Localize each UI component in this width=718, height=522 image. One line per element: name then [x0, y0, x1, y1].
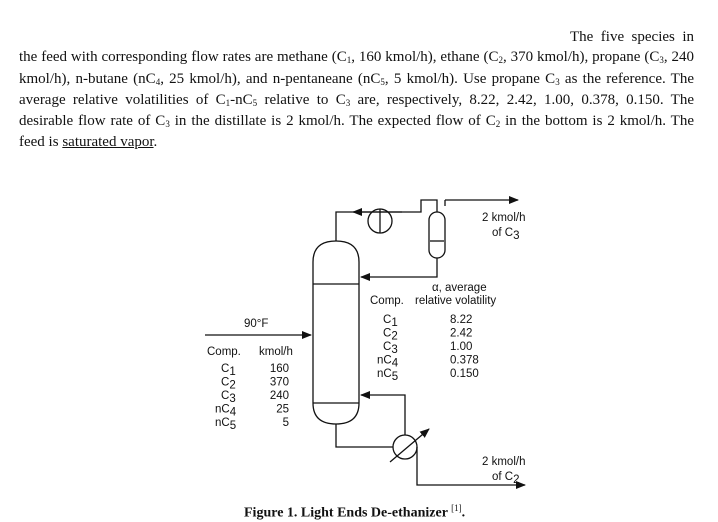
volatility-component-label: C3	[383, 341, 398, 356]
boilup-line	[361, 395, 405, 435]
volatility-component-label: C2	[383, 327, 398, 343]
feed-component-label: C2	[221, 376, 236, 392]
volatility-value: 2.42	[450, 327, 473, 340]
bottoms-line	[336, 424, 393, 447]
reflux-line	[361, 265, 437, 277]
volatility-component-label: C1	[383, 314, 398, 329]
feed-component-label: C1	[221, 363, 236, 378]
volatility-header-comp: Comp.	[370, 295, 404, 307]
reboiler-heating-arrow	[390, 429, 429, 462]
feed-temperature: 90°F	[244, 318, 269, 330]
bottoms-product-line	[417, 447, 461, 485]
overhead-vapor-line	[336, 200, 437, 241]
volatility-component-label: nC5	[377, 368, 399, 383]
bottom-product-rate: 2 kmol/h	[482, 456, 526, 468]
reboiler	[393, 435, 417, 459]
volatility-component-label: nC4	[377, 354, 399, 370]
volatility-header-value: relative volatility	[415, 295, 497, 307]
feed-component-flow: 370	[269, 376, 289, 389]
feed-component-label: nC5	[215, 417, 237, 432]
volatility-value: 8.22	[450, 314, 473, 326]
feed-component-flow: 5	[282, 417, 289, 429]
bottom-product-species: of C2	[492, 471, 520, 486]
alpha-header: α, average	[432, 282, 487, 294]
volatility-value: 0.378	[450, 354, 479, 367]
top-product-species: of C3	[492, 227, 520, 242]
feed-component-table	[215, 363, 289, 432]
feed-header-flow: kmol/h	[259, 346, 293, 358]
feed-header-comp: Comp.	[207, 346, 241, 358]
volatility-value: 1.00	[450, 341, 473, 353]
underlined-term: saturated vapor	[62, 134, 154, 151]
volatility-table	[377, 314, 479, 383]
problem-paragraph: The five species in the feed with corresponding flow rates are methane ($C_1$, 160 kmol/h), ethane ($C_2$, 370 kmol/h), propane ($C_3$, 240 kmol/h), n-butane ($nC_4$, 25 kmol/h), and n-pentaneane ($nC_5$, 5 kmol/h). Use propane $C_3$ as the reference. The average relative volatilities of $C_1-nC_5$ relative to $C_3$ are, respectively, 8.22, 2.42, 1.00, 0.378, 0.150. The desirable flow rate of $C_3$ in the distillate is 2 kmol/h. The expected flow of $C_2$ in the bottom is 2 kmol/h. The feed is saturated vapor.	[19, 29, 695, 151]
feed-component-label: nC4	[215, 403, 237, 419]
volatility-value: 0.150	[450, 368, 479, 380]
top-product-rate: 2 kmol/h	[482, 212, 526, 224]
feed-component-label: C3	[221, 390, 236, 405]
feed-component-flow: 25	[276, 403, 289, 416]
feed-component-flow: 160	[269, 363, 289, 375]
figure-caption: Figure 1. Light Ends De-ethanizer [1].	[244, 503, 466, 521]
reflux-drum	[429, 212, 445, 258]
distillation-column	[313, 241, 359, 424]
feed-component-flow: 240	[269, 390, 289, 402]
